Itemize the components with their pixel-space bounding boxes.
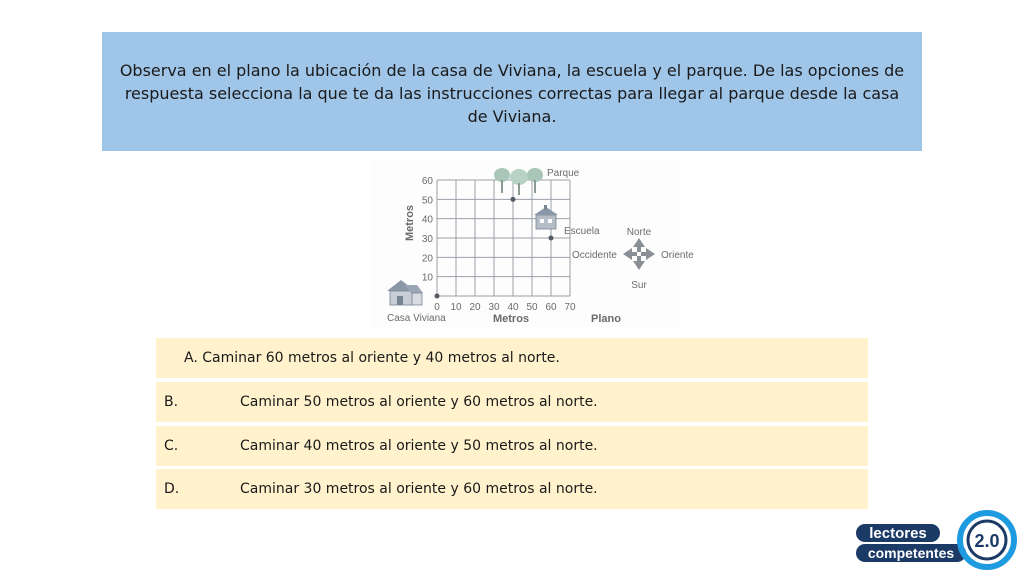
x-tick-label: 70 xyxy=(564,302,576,313)
park-label: Parque xyxy=(547,168,580,179)
y-tick-label: 10 xyxy=(421,272,433,284)
x-tick-label: 30 xyxy=(488,302,500,313)
option-d-letter: D. xyxy=(164,481,180,497)
x-axis-label: Metros xyxy=(492,313,530,325)
x-tick-label: 40 xyxy=(507,302,519,313)
x-tick-label: 10 xyxy=(450,302,462,313)
logo-badge: 2.0 xyxy=(974,531,1000,551)
question-text: Observa en el plano la ubicación de la casa de Viviana, la escuela y el parque. De las opciones de respuesta selecciona la que te da las instrucciones correctas para llegar al parque desde la casa de Viviana. xyxy=(119,61,905,126)
x-tick-label: 50 xyxy=(526,302,538,313)
logo-svg xyxy=(852,506,1022,572)
x-tick-labels xyxy=(434,302,576,313)
compass-east: Oriente xyxy=(661,250,694,261)
option-a-text: A. Caminar 60 metros al oriente y 40 metros al norte. xyxy=(184,350,560,366)
compass-north: Norte xyxy=(626,227,652,238)
plan-figure xyxy=(371,161,694,327)
option-b-letter: B. xyxy=(164,394,179,410)
y-tick-label: 20 xyxy=(421,253,433,265)
trees-icon xyxy=(494,168,543,195)
plan-caption: Plano xyxy=(591,313,621,325)
school-label: Escuela xyxy=(564,226,600,237)
compass-west: Occidente xyxy=(571,250,617,261)
plan-point xyxy=(511,197,516,202)
compass-rose-icon xyxy=(623,238,655,270)
y-tick-labels xyxy=(422,176,434,284)
option-b-text: Caminar 50 metros al oriente y 60 metros al norte. xyxy=(240,394,598,410)
option-c-letter: C. xyxy=(164,438,179,454)
plan-point xyxy=(549,236,554,241)
plan-point xyxy=(435,294,440,299)
option-c-text: Caminar 40 metros al oriente y 50 metros al norte. xyxy=(240,438,598,454)
y-tick-label: 60 xyxy=(421,176,433,187)
x-tick-label: 60 xyxy=(545,302,557,313)
home-label: Casa Viviana xyxy=(387,313,446,324)
lectores-competentes-logo xyxy=(852,506,1022,572)
house-icon xyxy=(387,280,423,305)
option-d[interactable] xyxy=(156,469,868,509)
logo-line2: competentes xyxy=(867,545,955,561)
y-tick-label: 50 xyxy=(421,195,433,207)
plan-svg xyxy=(371,161,694,327)
option-c[interactable] xyxy=(156,426,868,466)
option-d-text: Caminar 30 metros al oriente y 60 metros al norte. xyxy=(240,481,598,497)
logo-line1: lectores xyxy=(869,525,927,542)
question-box xyxy=(102,32,922,151)
option-a[interactable] xyxy=(156,338,868,378)
y-tick-label: 30 xyxy=(421,234,433,245)
option-b[interactable] xyxy=(156,382,868,422)
compass-south: Sur xyxy=(631,280,647,291)
y-tick-label: 40 xyxy=(421,214,433,226)
x-tick-label: 0 xyxy=(434,302,440,313)
x-tick-label: 20 xyxy=(469,302,481,313)
school-icon xyxy=(534,205,558,229)
y-axis-label: Metros xyxy=(404,204,416,242)
